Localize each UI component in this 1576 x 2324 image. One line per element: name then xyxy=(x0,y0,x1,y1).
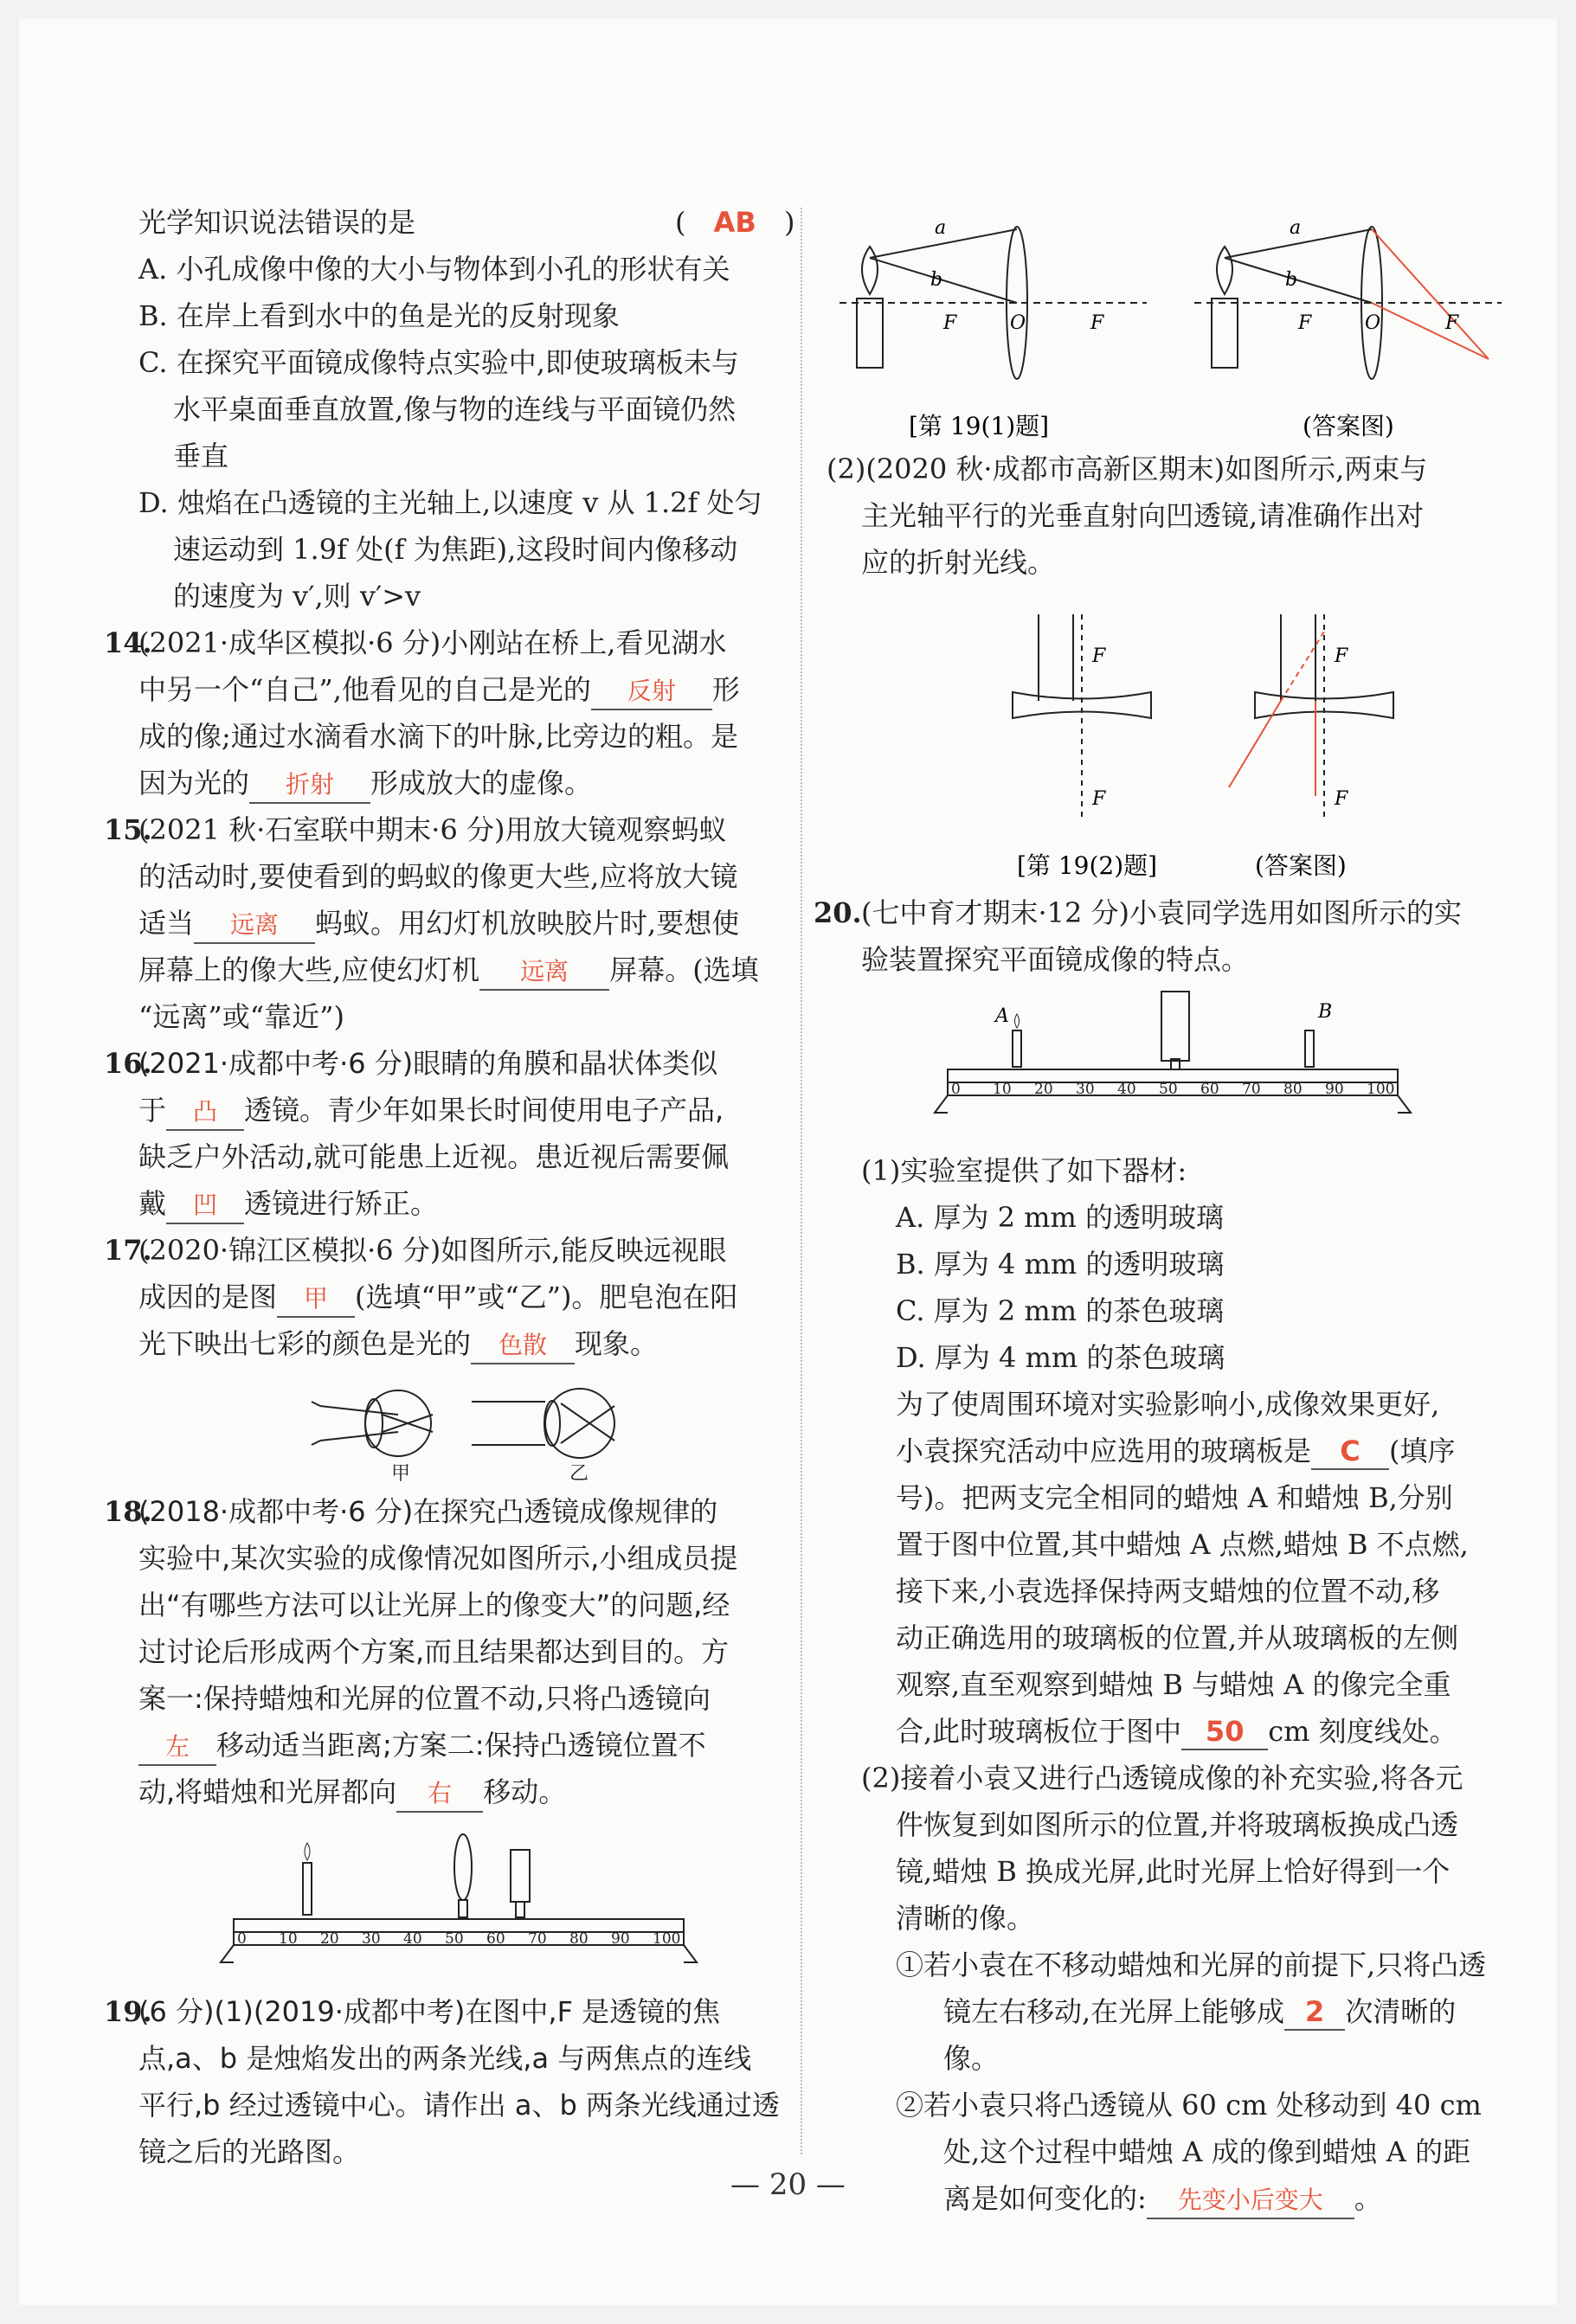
ruler-tick-label: 20 xyxy=(320,1930,339,1948)
q13-option-d: D. 烛焰在凸透镜的主光轴上,以速度 v 从 1.2f 处匀 xyxy=(138,486,762,519)
q17-number: 17. xyxy=(104,1234,152,1267)
ruler-tick-label: 70 xyxy=(528,1930,547,1948)
q15-line2: 的活动时,要使看到的蚂蚁的像更大些,应将放大镜 xyxy=(138,860,738,893)
ruler-tick-label: 40 xyxy=(403,1930,422,1948)
q14-line1: 14.(2021·成华区模拟·6 分)小刚站在桥上,看见湖水 xyxy=(104,620,796,666)
q14-line2: 中另一个“自己”,他看见的自己是光的 反射 形 xyxy=(138,666,796,713)
q20-t2: 小袁探究活动中应选用的玻璃板是 C (填序 xyxy=(861,1428,1502,1474)
q18-line6: 左 移动适当距离;方案二:保持凸透镜位置不 xyxy=(138,1722,796,1769)
fig-19-1 xyxy=(831,208,1515,450)
fig-19-2-problem xyxy=(1013,614,1151,822)
fig-ans-label-b: b xyxy=(1285,269,1298,291)
candle-label-b: B xyxy=(1318,1001,1333,1023)
q16-line4: 戴 凹 透镜进行矫正。 xyxy=(138,1180,796,1227)
ruler-tick-label: 20 xyxy=(1034,1081,1053,1098)
fig-ans-label-a: a xyxy=(1290,217,1302,239)
ruler-tick-label: 80 xyxy=(1283,1081,1303,1098)
q20-answer-change: 先变小后变大 xyxy=(1147,2183,1354,2219)
q13-option-a: A. 小孔成像中像的大小与物体到小孔的形状有关 xyxy=(138,253,730,286)
q13-tail-line: 光学知识说法错误的是 ( AB ) xyxy=(138,199,796,246)
q18-answer-1: 左 xyxy=(138,1730,216,1766)
q17-answer-2: 色散 xyxy=(471,1328,575,1364)
fig2-label-f-bottom: F xyxy=(1092,788,1106,810)
q16-line2: 于 凸 透镜。青少年如果长时间使用电子产品, xyxy=(138,1087,796,1133)
q20-option-a: A. 厚为 2 mm 的透明玻璃 xyxy=(896,1201,1225,1234)
q20-sub1-l2: 镜左右移动,在光屏上能够成 2 次清晰的像。 xyxy=(943,1995,1457,2075)
q20-sub2-l1: ②若小袁只将凸透镜从 60 cm 处移动到 40 cm xyxy=(896,2089,1482,2122)
fig-19-1-answer xyxy=(1194,227,1502,379)
eye-yi xyxy=(472,1389,614,1458)
q15-answer-1: 远离 xyxy=(194,908,315,944)
q20-t7: 观察,直至观察到蜡烛 B 与蜡烛 A 的像完全重 xyxy=(896,1668,1451,1701)
ruler-tick-label: 100 xyxy=(1367,1081,1395,1098)
q13-option-d-cont: 速运动到 1.9f 处(f 为焦距),这段时间内像移动 xyxy=(173,533,738,566)
q15-answer-2: 远离 xyxy=(479,954,609,991)
q14-line3: 成的像;通过水滴看水滴下的叶脉,比旁边的粗。是 xyxy=(138,720,738,753)
q15-line4: 屏幕上的像大些,应使幻灯机 远离 屏幕。(选填 xyxy=(138,947,796,993)
optical-bench-q20 xyxy=(861,983,1502,1147)
eye-diagram xyxy=(138,1367,796,1488)
fig-ans-label-f2: F xyxy=(1445,312,1459,334)
q17-line2: 成因的是图 甲 (选填“甲”或“乙”)。肥皂泡在阳 xyxy=(138,1274,796,1320)
eye-jia xyxy=(312,1390,433,1456)
fig2-ans-label-f-bottom: F xyxy=(1335,788,1348,810)
q18-line1: 18.(2018·成都中考·6 分)在探究凸透镜成像规律的 xyxy=(104,1488,796,1535)
q16-answer-2: 凹 xyxy=(166,1188,244,1224)
fig-ans-label-o: O xyxy=(1365,312,1381,334)
q18-number: 18. xyxy=(104,1495,152,1528)
q19-2-line3: 应的折射光线。 xyxy=(861,546,1056,579)
ruler-tick-label: 30 xyxy=(362,1930,381,1948)
q20-answer-glass: C xyxy=(1311,1434,1389,1470)
q20-line2: 验装置探究平面镜成像的特点。 xyxy=(861,943,1250,976)
q20-part2-l3: 镜,蜡烛 B 换成光屏,此时光屏上恰好得到一个 xyxy=(896,1855,1451,1888)
fig-19-1-caption: [第 19(1)题] xyxy=(909,412,1050,440)
eye-label-jia: 甲 xyxy=(391,1463,411,1485)
q13-option-b: B. 在岸上看到水中的鱼是光的反射现象 xyxy=(138,299,620,332)
q20-t4: 置于图中位置,其中蜡烛 A 点燃,蜡烛 B 不点燃, xyxy=(896,1528,1469,1561)
q19-2-text xyxy=(827,446,1502,586)
ruler-tick-label: 60 xyxy=(486,1930,505,1948)
q20-part2-l4: 清晰的像。 xyxy=(896,1902,1035,1935)
q18-line7: 动,将蜡烛和光屏都向 右 移动。 xyxy=(138,1769,796,1815)
q20-part2-l1: (2)接着小袁又进行凸透镜成像的补充实验,将各元 xyxy=(861,1762,1463,1794)
q19-2-line2: 主光轴平行的光垂直射向凹透镜,请准确作出对 xyxy=(861,499,1425,532)
fig-19-1-answer-caption: (答案图) xyxy=(1303,412,1394,440)
q16-line1: 16.(2021·成都中考·6 分)眼睛的角膜和晶状体类似 xyxy=(104,1040,796,1087)
left-column xyxy=(104,199,796,2175)
q20-answer-position: 50 xyxy=(1181,1714,1268,1750)
q13-option-d-cont2: 的速度为 v′,则 v′>v xyxy=(173,580,421,613)
ruler-tick-label: 50 xyxy=(1159,1081,1178,1098)
page-number: — 20 — xyxy=(730,2167,846,2202)
q14-line4: 因为光的 折射 形成放大的虚像。 xyxy=(138,760,796,806)
q20-block xyxy=(814,889,1502,2222)
fig-19-1-problem xyxy=(839,227,1147,379)
q19-line3: 平行,b 经过透镜中心。请作出 a、b 两条光线通过透 xyxy=(138,2089,780,2122)
fig-19-2-answer xyxy=(1229,614,1393,822)
q15-line3: 适当 远离 蚂蚁。用幻灯机放映胶片时,要想使 xyxy=(138,900,796,947)
ruler-tick-label: 90 xyxy=(611,1930,630,1948)
q19-line4: 镜之后的光路图。 xyxy=(138,2135,361,2168)
ruler-tick-label: 60 xyxy=(1200,1081,1219,1098)
q18-line3: 出“有哪些方法可以让光屏上的像变大”的问题,经 xyxy=(138,1589,730,1621)
fig-label-f-right: F xyxy=(1090,312,1104,334)
fig-ans-label-f: F xyxy=(1298,312,1312,334)
q20-sub2-l2: 处,这个过程中蜡烛 A 成的像到蜡烛 A 的距 xyxy=(943,2135,1471,2168)
ruler-tick-label: 0 xyxy=(237,1930,247,1948)
q18-line5: 案一:保持蜡烛和光屏的位置不动,只将凸透镜向 xyxy=(138,1682,711,1715)
fig-label-b: b xyxy=(930,269,943,291)
q17-line3: 光下映出七彩的颜色是光的 色散 现象。 xyxy=(138,1320,796,1367)
ruler-tick-label: 0 xyxy=(951,1081,961,1098)
q13-option-c: C. 在探究平面镜成像特点实验中,即使玻璃板未与 xyxy=(138,346,739,379)
q14-answer-1: 反射 xyxy=(591,674,712,710)
q17-answer-1: 甲 xyxy=(277,1281,355,1318)
q20-t8: 合,此时玻璃板位于图中 50 cm 刻度线处。 xyxy=(861,1708,1502,1755)
ruler-tick-label: 10 xyxy=(279,1930,298,1948)
q20-option-c: C. 厚为 2 mm 的茶色玻璃 xyxy=(896,1294,1225,1327)
q18-answer-2: 右 xyxy=(396,1776,483,1813)
q20-line1: 20.(七中育才期末·12 分)小袁同学选用如图所示的实 xyxy=(814,889,1502,936)
q18-line4: 过讨论后形成两个方案,而且结果都达到目的。方 xyxy=(138,1635,730,1668)
q16-answer-1: 凸 xyxy=(166,1095,244,1131)
ruler-tick-label: 50 xyxy=(445,1930,464,1948)
q20-number: 20. xyxy=(814,896,862,929)
q15-line1: 15.(2021 秋·石室联中期末·6 分)用放大镜观察蚂蚁 xyxy=(104,806,796,853)
q16-line3: 缺乏户外活动,就可能患上近视。患近视后需要佩 xyxy=(138,1140,730,1173)
q13-option-c-cont2: 垂直 xyxy=(173,440,229,472)
q18-line2: 实验中,某次实验的成像情况如图所示,小组成员提 xyxy=(138,1542,738,1575)
fig2-ans-label-f-top: F xyxy=(1335,645,1348,667)
ruler-tick-label: 40 xyxy=(1117,1081,1136,1098)
fig-19-2-answer-caption: (答案图) xyxy=(1255,851,1347,880)
q20-part2-l2: 件恢复到如图所示的位置,并将玻璃板换成凸透 xyxy=(896,1808,1459,1841)
fig-label-a: a xyxy=(935,217,947,239)
q16-number: 16. xyxy=(104,1047,152,1080)
ruler-tick-label: 80 xyxy=(569,1930,589,1948)
q20-option-b: B. 厚为 4 mm 的透明玻璃 xyxy=(896,1248,1225,1281)
q13-option-c-cont: 水平桌面垂直放置,像与物的连线与平面镜仍然 xyxy=(173,393,737,426)
ruler-tick-label: 100 xyxy=(653,1930,681,1948)
q19-number: 19. xyxy=(104,1995,152,2028)
fig-19-2 xyxy=(865,597,1523,891)
q20-part1: (1)实验室提供了如下器材: xyxy=(861,1154,1187,1187)
q15-number: 15. xyxy=(104,813,152,846)
q20-sub2-l3: 离是如何变化的: 先变小后变大 。 xyxy=(861,2175,1502,2222)
q20-t1: 为了使周围环境对实验影响小,成像效果更好, xyxy=(896,1388,1440,1421)
q19-2-line1: (2)(2020 秋·成都市高新区期末)如图所示,两束与 xyxy=(827,453,1428,485)
q20-t3: 号)。把两支完全相同的蜡烛 A 和蜡烛 B,分别 xyxy=(896,1481,1453,1514)
q20-option-d: D. 厚为 4 mm 的茶色玻璃 xyxy=(896,1341,1225,1374)
q13-answer-bracket: ( AB ) xyxy=(675,206,795,239)
optical-bench-q18 xyxy=(138,1815,796,1988)
fig-19-2-caption: [第 19(2)题] xyxy=(1017,851,1158,880)
column-divider xyxy=(801,208,802,2154)
q20-t5: 接下来,小袁选择保持两支蜡烛的位置不动,移 xyxy=(896,1575,1440,1608)
q17-line1: 17.(2020·锦江区模拟·6 分)如图所示,能反映远视眼 xyxy=(104,1227,796,1274)
q15-line5: “远离”或“靠近”) xyxy=(138,1000,344,1033)
q19-line1: 19.(6 分)(1)(2019·成都中考)在图中,F 是透镜的焦 xyxy=(104,1988,796,2035)
q14-number: 14. xyxy=(104,626,152,659)
ruler-tick-label: 30 xyxy=(1076,1081,1095,1098)
q13-answer: AB xyxy=(713,206,756,239)
candle-label-a: A xyxy=(995,1005,1009,1027)
eye-label-yi: 乙 xyxy=(569,1463,589,1485)
fig2-label-f-top: F xyxy=(1092,645,1106,667)
q14-answer-2: 折射 xyxy=(249,767,370,804)
ruler-tick-label: 70 xyxy=(1242,1081,1261,1098)
ruler-tick-label: 90 xyxy=(1325,1081,1344,1098)
fig-label-o: O xyxy=(1010,312,1026,334)
ruler-tick-label: 10 xyxy=(993,1081,1012,1098)
q20-sub1-l1: ①若小袁在不移动蜡烛和光屏的前提下,只将凸透 xyxy=(896,1948,1487,1981)
q20-t6: 动正确选用的玻璃板的位置,并从玻璃板的左侧 xyxy=(896,1621,1459,1654)
q20-answer-count: 2 xyxy=(1284,1994,1345,2031)
q19-line2: 点,a、b 是烛焰发出的两条光线,a 与两焦点的连线 xyxy=(138,2042,752,2075)
fig-label-f-left: F xyxy=(943,312,957,334)
